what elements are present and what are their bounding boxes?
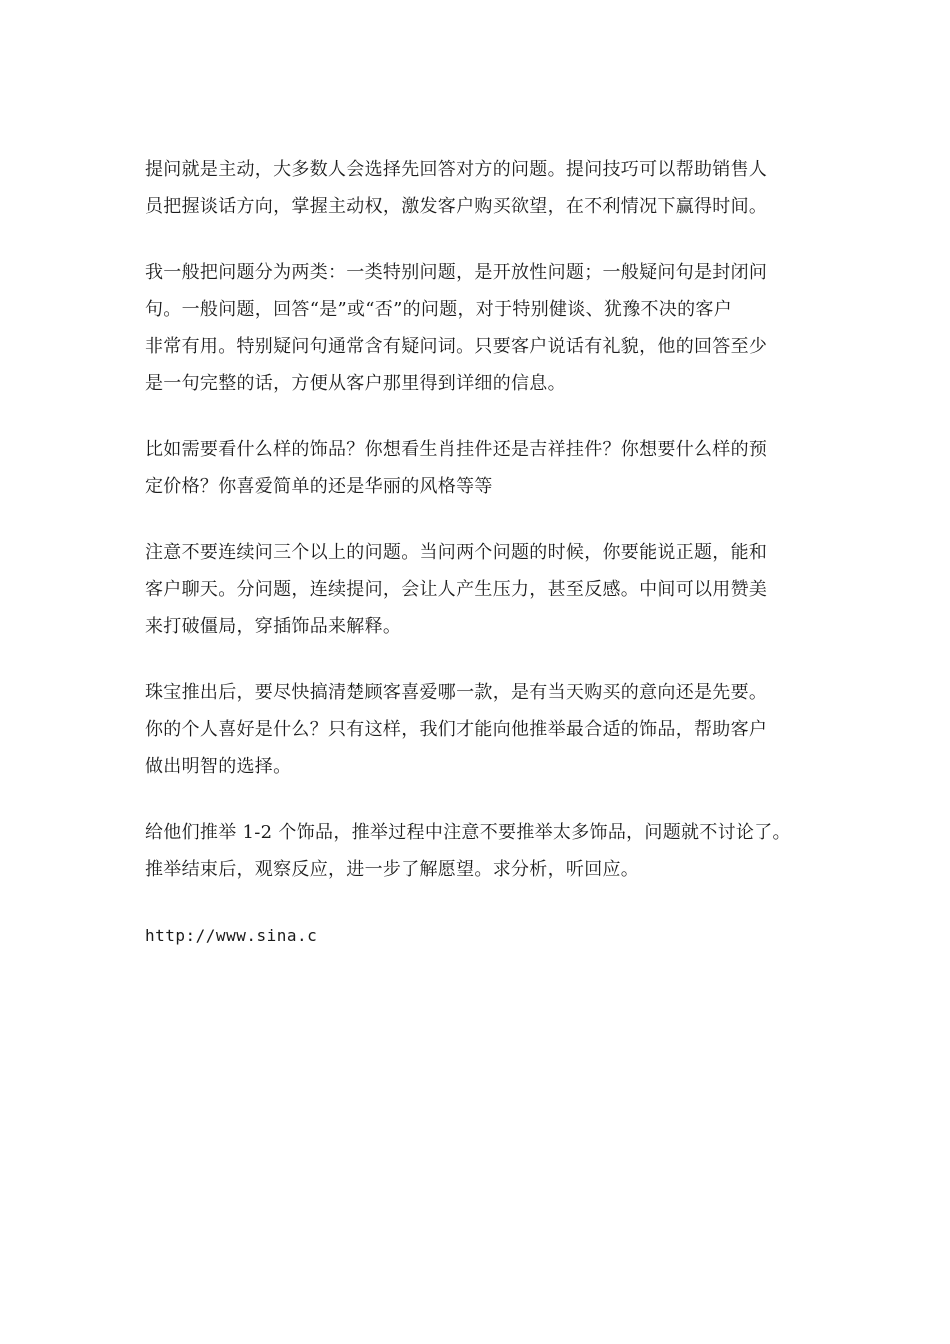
text-line: 来打破僵局，穿插饰品来解释。 [145, 616, 402, 637]
document-body [145, 151, 810, 983]
text-line: 你的个人喜好是什么？只有这样，我们才能向他推举最合适的饰品，帮助客户 [145, 719, 768, 740]
text-line: 比如需要看什么样的饰品？你想看生肖挂件还是吉祥挂件？你想要什么样的预 [145, 439, 768, 460]
paragraph-recommendation [145, 814, 810, 888]
paragraph-question-types [145, 254, 810, 402]
text-line: 我一般把问题分为两类：一类特别问题，是开放性问题；一般疑问句是封闭问 [145, 262, 768, 283]
text-line: 句。一般问题，回答“是”或“否”的问题，对于特别健谈、犹豫不决的客户 [145, 299, 733, 320]
text-line: 客户聊天。分问题，连续提问，会让人产生压力，甚至反感。中间可以用赞美 [145, 579, 768, 600]
text-line: 给他们推举 1-2 个饰品，推举过程中注意不要推举太多饰品，问题就不讨论了。 [145, 822, 791, 843]
paragraph-questioning-intro [145, 151, 810, 225]
text-line: 员把握谈话方向，掌握主动权，激发客户购买欲望，在不利情况下赢得时间。 [145, 196, 768, 217]
text-line: 珠宝推出后，要尽快搞清楚顾客喜爱哪一款，是有当天购买的意向还是先要。 [145, 682, 768, 703]
paragraph-examples [145, 431, 810, 505]
text-line: 做出明智的选择。 [145, 756, 292, 777]
text-line: 提问就是主动，大多数人会选择先回答对方的问题。提问技巧可以帮助销售人 [145, 159, 768, 180]
text-line: 定价格？你喜爱简单的还是华丽的风格等等 [145, 476, 493, 497]
text-line: 非常有用。特别疑问句通常含有疑问词。只要客户说话有礼貌，他的回答至少 [145, 336, 768, 357]
text-line: 是一句完整的话，方便从客户那里得到详细的信息。 [145, 373, 566, 394]
source-url: http://www.sina.c [145, 926, 318, 945]
paragraph-caution [145, 534, 810, 645]
text-line: 推举结束后，观察反应，进一步了解愿望。求分析，听回应。 [145, 859, 640, 880]
paragraph-preferences [145, 674, 810, 785]
text-line: 注意不要连续问三个以上的问题。当问两个问题的时候，你要能说正题，能和 [145, 542, 768, 563]
